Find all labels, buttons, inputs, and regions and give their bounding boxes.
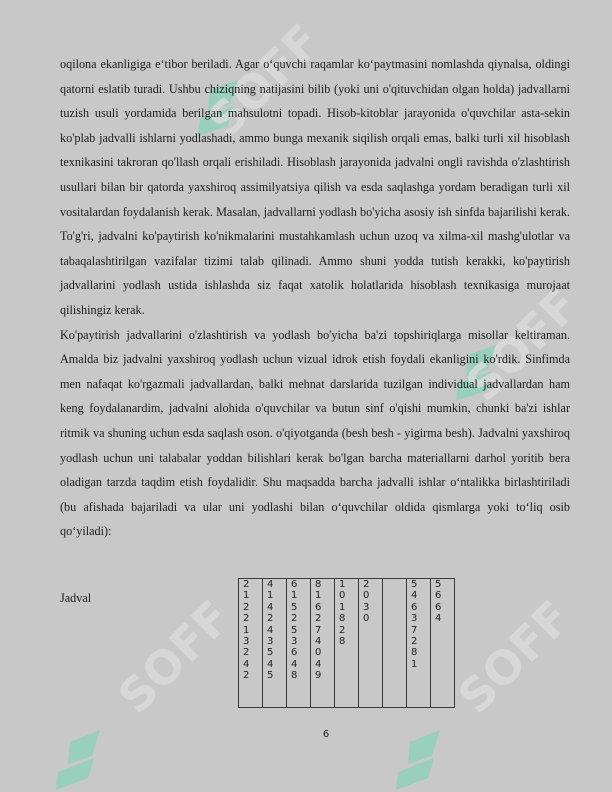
table-digit: 4: [243, 658, 250, 670]
svg-text:SOFF: SOFF: [447, 590, 582, 724]
table-digit: 5: [291, 601, 298, 613]
table-digit: 1: [243, 590, 250, 602]
table-digit: 1: [243, 624, 250, 636]
table-digit: 4: [315, 635, 322, 647]
table-digit: 1: [315, 590, 322, 602]
table-cell: [407, 579, 431, 708]
table-cell: [335, 579, 359, 708]
watermark-text: SOFF: [197, 14, 332, 148]
table-digit: 6: [435, 590, 442, 602]
table-digit: 4: [267, 601, 274, 613]
table-digit: 2: [315, 613, 322, 625]
table-digit: 2: [243, 613, 250, 625]
table-digit: 4: [267, 658, 274, 670]
table-digit: 8: [339, 635, 346, 647]
paragraph-2: Ko'paytirish jadvallarini o'zlashtirish va yodlash bo'yicha ba'zi topshiriqlarga misollar keltiraman. Amalda biz jadvalni yaxshiroq yodlash uchun vizual idrok etish foydali ekanligini ko'rdik. Sinfimda men nafaqat ko'rgazmali jadvallardan, balki mehnat darslarida tuzilgan individual jadvallardan ham keng foydalanardim, jadvalni alohida o'quvchilar va butun sinf o'qishi mumkin, chunki ba'zi ishlar ritmik va shuning uchun esda saqlash oson. o'qiyotganda (besh besh - yigirma besh). Jadvalni yaxshiroq yodlash uchun uni talabalar yoddan bilishlari kerak bo'lgan barcha materiallarni darhol yoritib bera oladigan tarzda taqdim etish foydalidir. Shu maqsadda barcha jadvalli ishlar o‘ntalikka birlashtiriladi (bu afishada bajariladi va ular uni yodlashi bilan o‘quvchilar oldida qismlarga yoki to‘liq osib qo‘yiladi):: [60, 327, 570, 539]
table-digit: 2: [243, 579, 250, 590]
table-digit: 5: [267, 647, 274, 659]
table-digit: 6: [411, 601, 418, 613]
paragraph-1: oqilona ekanligiga e‘tibor beriladi. Agar o‘quvchi raqamlar ko‘paytmasini nomlashda qiynalsa, oldingi qatorni eslatib turadi. Ushbu chiziqning natijasini bilib (yoki uni o'qituvchidan olgan holda) jadvallarni tuzish usuli yordamida berilgan mahsulotni topadi. Hisob-kitoblar jarayonida o'quvchilar asta-sekin ko'plab jadvalli ishlarni yodlashadi, ammo bunga mexanik siqilish orqali emas, balki turli xil hisoblash texnikasini takroran qo'llash orqali erishiladi. Hisoblash jarayonida jadvalni ongli ravishda o'zlashtirish usullari bilan bir qatorda yaxshiroq assimilyatsiya qilish va esda saqlashga yordam beradigan turli xil vositalardan foydalanish kerak. Masalan, jadvallarni yodlash bo'yicha asosiy ish sinfda bajarilishi kerak. To'g'ri, jadvalni ko'paytirish ko'nikmalarini mustahkamlash uchun uzoq va xilma-xil mashg'ulotlar va tabaqalashtirilgan vazifalar tizimi talab qilinadi. Ammo shuni yodda tutish kerakki, ko'paytirish jadvallarini yodlash ustida ishlashda siz faqat xatolik holatlarida hisoblash texnikasiga murojaat qilishingiz kerak.: [60, 57, 570, 317]
table-digit: 2: [363, 579, 370, 590]
table-digit: 0: [315, 647, 322, 659]
table-digit: 2: [291, 613, 298, 625]
table-cell: [287, 579, 311, 708]
table-digit: 8: [291, 670, 298, 682]
table-digit: 2: [267, 613, 274, 625]
table-digit: 4: [315, 658, 322, 670]
table-digit: 2: [411, 635, 418, 647]
table-digit: 1: [339, 601, 346, 613]
svg-text:SOFF: SOFF: [455, 278, 590, 412]
table-digit: 1: [291, 590, 298, 602]
table-digit: 0: [363, 613, 370, 625]
table-digit: 0: [339, 590, 346, 602]
table-cell: [239, 579, 263, 708]
table-digit: 0: [363, 590, 370, 602]
table-digit: 6: [291, 647, 298, 659]
table-digit: 3: [243, 635, 250, 647]
table-digit: 5: [435, 579, 442, 590]
table-cell: [263, 579, 287, 708]
body-text: [60, 52, 570, 544]
table-digit: 5: [267, 670, 274, 682]
table-digit: 1: [411, 658, 418, 670]
table-cell: [311, 579, 335, 708]
table-digit: 7: [411, 624, 418, 636]
page-number: 6: [322, 729, 330, 740]
table-digit: 5: [291, 624, 298, 636]
table-digit: 4: [411, 590, 418, 602]
table-digit: 8: [411, 647, 418, 659]
table-digit: 3: [267, 635, 274, 647]
table-digit: 8: [339, 613, 346, 625]
table-digit: 4: [435, 613, 442, 625]
table-row: [239, 579, 455, 708]
table-cell: [359, 579, 383, 708]
table-digit: 9: [315, 670, 322, 682]
table-digit: 1: [339, 579, 346, 590]
table-digit: 6: [435, 601, 442, 613]
table-digit: 2: [243, 601, 250, 613]
table-digit: 2: [243, 647, 250, 659]
table-digit: 4: [267, 624, 274, 636]
table-digit: 2: [243, 670, 250, 682]
table-digit: 3: [363, 601, 370, 613]
table-digit: 1: [267, 590, 274, 602]
svg-text:SOFF: SOFF: [107, 590, 242, 724]
table-digit: 5: [411, 579, 418, 590]
table-digit: 2: [339, 624, 346, 636]
number-table: [238, 578, 455, 708]
table-digit: 4: [291, 658, 298, 670]
table-cell: [383, 579, 407, 708]
table-caption: Jadval: [60, 591, 92, 605]
table-digit: 7: [315, 624, 322, 636]
table-cell: [431, 579, 455, 708]
table-digit: 4: [267, 579, 274, 590]
table-digit: 8: [315, 579, 322, 590]
table-digit: 3: [291, 635, 298, 647]
table-digit: 3: [411, 613, 418, 625]
table-digit: 6: [315, 601, 322, 613]
table-digit: 6: [291, 579, 298, 590]
